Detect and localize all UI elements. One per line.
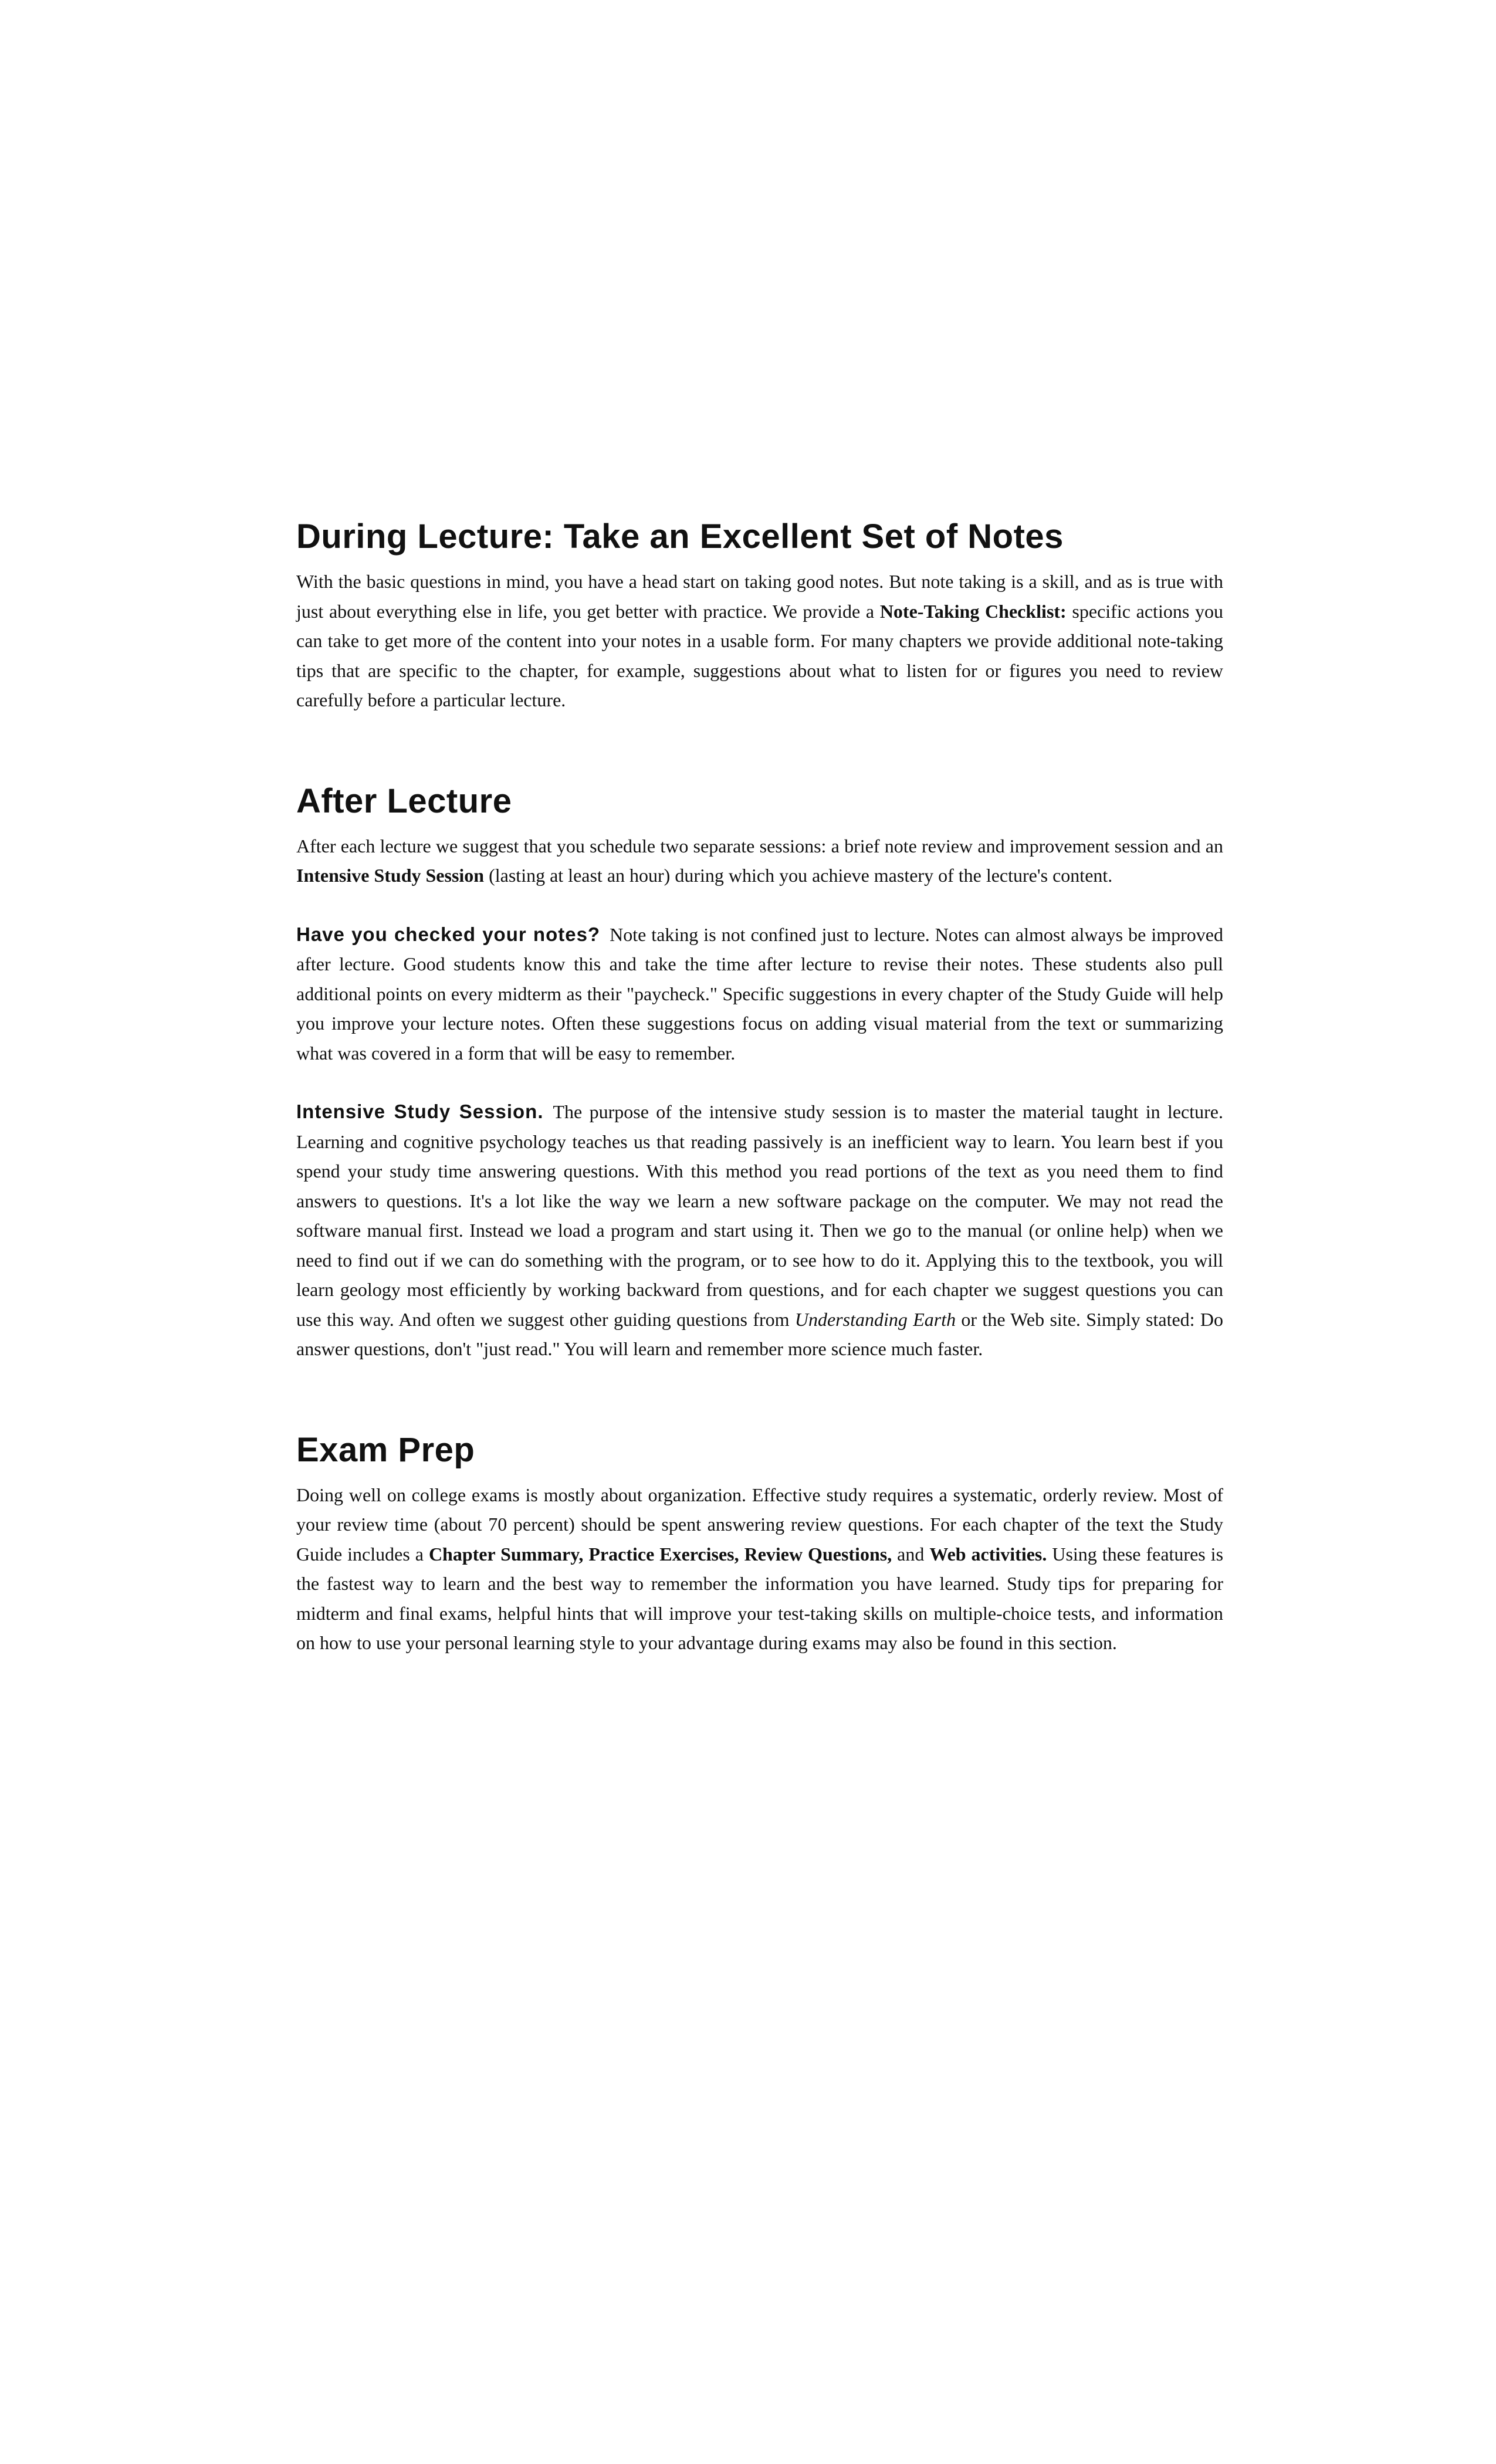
text-run: or the Web site. Simply stated: Do answer questions, don't "just read." You will learn and remember more science much faster.	[296, 1308, 1224, 1359]
bold-term-note-taking-checklist: Note-Taking Checklist:	[879, 600, 1067, 622]
bold-term-intensive-study-session: Intensive Study Session	[296, 865, 485, 886]
text-run: Using these features is the fastest way to learn and the best way to remember the information you have learned. Study tips for preparing for midterm and final exams, helpful hints that will improve your test-taking skills on multiple-choice tests, and information on how to use your personal learning style to your advantage during exams may also be found in this section.	[296, 1543, 1224, 1653]
section-during-lecture	[296, 516, 1223, 715]
section-heading-after-lecture: After Lecture	[296, 781, 512, 820]
section-heading-exam-prep: Exam Prep	[296, 1430, 475, 1469]
paragraph-after-lecture-intro	[296, 831, 1223, 891]
text-run: The purpose of the intensive study session is to master the material taught in lecture. Learning and cognitive psychology teaches us that reading passively is an inefficient way to learn. You learn best if you spend your study time answering questions. With this method you read portions of the text as you need them to find answers to questions. It's a lot like the way we learn a new software package on the computer. We may not read the software manual first. Instead we load a program and start using it. Then we go to the manual (or online help) when we need to find out if we can do something with the program, or to see how to do it. Applying this to the textbook, you will learn geology most efficiently by working backward from questions, and for each chapter we suggest questions you can use this way. And often we suggest other guiding questions from	[296, 1101, 1224, 1330]
section-exam-prep	[296, 1430, 1223, 1658]
text-run: specific actions you can take to get more of the content into your notes in a usable form. For many chapters we provide additional note-taking tips that are specific to the chapter, for example, suggestions about what to listen for or figures you need to review carefully before a particular lecture.	[296, 600, 1223, 710]
document-page	[296, 516, 1223, 1658]
paragraph-exam-prep	[296, 1480, 1223, 1658]
paragraph-checked-notes	[296, 920, 1223, 1068]
run-in-heading-checked-notes: Have you checked your notes?	[296, 923, 601, 945]
section-after-lecture	[296, 781, 1223, 1364]
text-run: After each lecture we suggest that you schedule two separate sessions: a brief note review and improvement session and an	[296, 835, 1223, 857]
italic-book-title: Understanding Earth	[794, 1308, 956, 1330]
text-run: Doing well on college exams is mostly about organization. Effective study requires a systematic, orderly review. Most of your review time (about 70 percent) should be spent answering review questions. For each chapter of the text the Study Guide includes a	[296, 1484, 1223, 1565]
bold-term-web-activities: Web activities.	[929, 1543, 1047, 1565]
section-heading-during-lecture: During Lecture: Take an Excellent Set of Notes	[296, 517, 1064, 556]
text-run: Note taking is not confined just to lecture. Notes can almost always be improved after lecture. Good students know this and take the time after lecture to revise their notes. These students also pull additional points on every midterm as their "paycheck." Specific suggestions in every chapter of the Study Guide will help you improve your lecture notes. Often these suggestions focus on adding visual material from the text or summarizing what was covered in a form that will be easy to remember.	[296, 923, 1223, 1064]
paragraph-intensive-study	[296, 1097, 1223, 1364]
text-run: (lasting at least an hour) during which you achieve mastery of the lecture's content.	[484, 865, 1113, 886]
text-run: With the basic questions in mind, you have a head start on taking good notes. But note taking is a skill, and as is true with just about everything else in life, you get better with practice. We provide a	[296, 571, 1223, 622]
bold-term-study-guide-features: Chapter Summary, Practice Exercises, Review Questions,	[428, 1543, 892, 1565]
paragraph-note-taking	[296, 567, 1223, 715]
run-in-heading-intensive-study: Intensive Study Session.	[296, 1101, 544, 1122]
text-run: and	[892, 1543, 930, 1565]
